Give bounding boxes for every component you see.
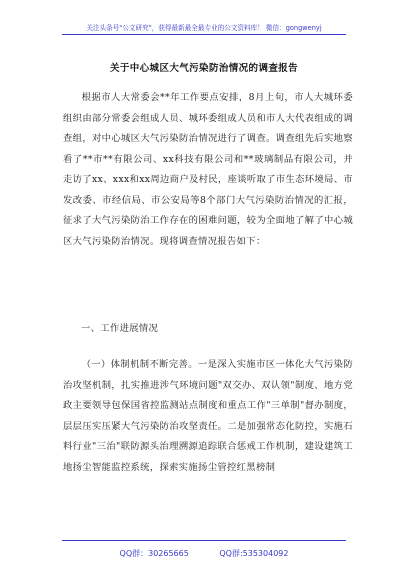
document-title: 关于中心城区大气污染防治情况的调查报告 bbox=[109, 63, 299, 74]
footer-qq-group-2: QQ群:535304092 bbox=[219, 549, 289, 558]
footer-qq-group-1: QQ群：30265665 bbox=[119, 549, 189, 558]
paragraph-mechanism: （一）体制机制不断完善。一是深入实施市区一体化大气污染防治攻坚机制，扎实推进涉气环境问题"双交办、双认领"制度、地方党政主要领导包保国省控监测站点制度和重点工作"三单制"督办制度，层层压实压紧大气污染防治攻坚责任。二是加强常态化防控，实施石料行业"三治"联防源头治理溯源追踪联合惩戒工作机制，建设建筑工地扬尘智能监控系统，探索实施扬尘管控红黑榜制 bbox=[63, 359, 353, 473]
section-heading: 一、工作进展情况 bbox=[81, 323, 159, 334]
header-divider bbox=[62, 34, 346, 35]
paragraph-intro: 根据市人大常委会**年工作要点安排，8月上旬，市人大城环委组织由部分常委会组成人员、城环委组成人员和市人大代表组成的调查组，对中心城区大气污染防治情况进行了调查。调查组先后实地察看了**市**有限公司、xx科技有限公司和**玻璃制品有限公司，并走访了xx、xxx和xx周边商户及村民，座谈听取了市生态环境局、市发改委、市经信局、市公安局等8个部门大气污染防治情况的汇报，征求了大气污染防治工作存在的困难问题，较为全面地了解了中心城区大气污染防治情况。现将调查情况报告如下： bbox=[63, 92, 353, 247]
footer bbox=[0, 548, 408, 559]
footer-divider bbox=[62, 540, 346, 541]
header-banner: 关注头条号"公文研究"，获得最新最全最专业的公文资料库！ 微信：gongwenyj bbox=[86, 24, 322, 32]
